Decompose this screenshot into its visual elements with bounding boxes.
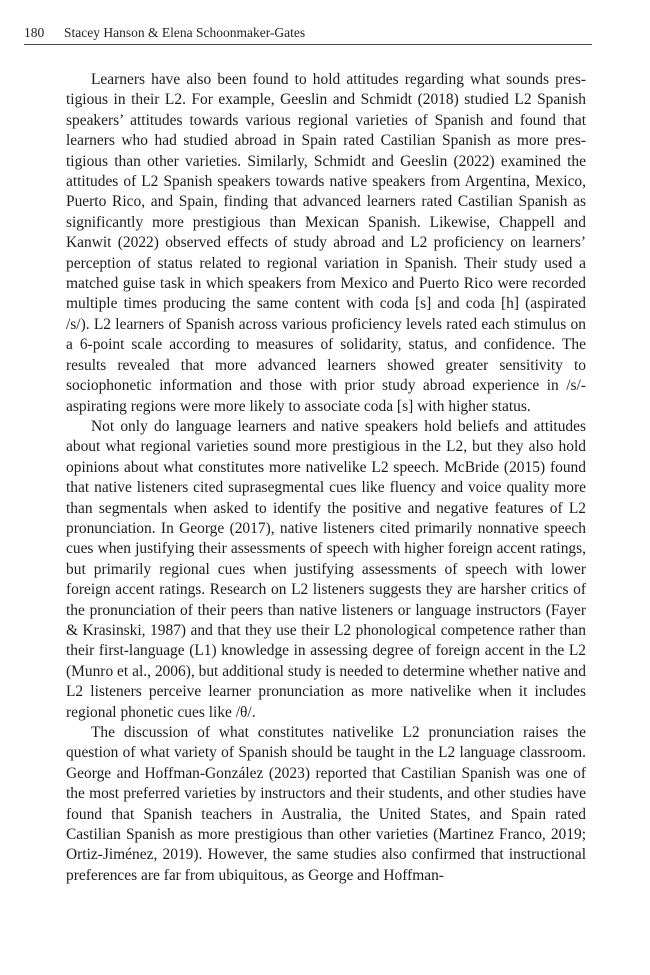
page-header: [24, 22, 592, 45]
paragraph-3: The discussion of what constitutes nativelike L2 pronunciation raises the question of what variety of Spanish should be taught in the L2 language classroom. George and Hoffman-González (2023) reported that Castilian Spanish was one of the most preferred varieties by instructors and their students, and other studies have found that Spanish teachers in Australia, the United States, and Spain rated Castilian Spanish as more prestigious than other varieties (Martinez Franco, 2019; Ortiz-Jiménez, 2019). However, the same studies also confirmed that instructional preferences are far from ubiquitous, as George and Hoffman-: [66, 724, 586, 884]
paragraph-1: Learners have also been found to hold attitudes regarding what sounds prestigious in their L2. For example, Geeslin and Schmidt (2018) studied L2 Spanish speakers’ attitudes towards various regional varieties of Spanish and found that learners who had studied abroad in Spain rated Castilian Spanish as more prestigious than other varieties. Similarly, Schmidt and Geeslin (2022) examined the attitudes of L2 Spanish speakers towards native speakers from Argentina, Mexico, Puerto Rico, and Spain, finding that advanced learners rated Castilian Spanish as significantly more prestigious than Mexican Spanish. Likewise, Chappell and Kanwit (2022) observed effects of study abroad and L2 proficiency on learners’ perception of status related to regional variation in Spanish. Their study used a matched guise task in which speakers from Mexico and Puerto Rico were recorded multiple times producing the same content with coda [s] and coda [h] (aspirated /s/). L2 learners of Spanish across various proficiency levels rated each stimulus on a 6-point scale according to measures of solidarity, status, and confidence. The results revealed that more advanced learners showed greater sensitivity to sociophonetic information and those with prior study abroad experience in /s/-aspirating regions were more likely to associate coda [s] with higher status.: [66, 71, 586, 415]
running-head: Stacey Hanson & Elena Schoonmaker-Gates: [64, 25, 306, 40]
page-number: 180: [24, 25, 45, 40]
paragraph-2: Not only do language learners and native speakers hold beliefs and attitudes about what regional varieties sound more prestigious in the L2, but they also hold opinions about what constitutes more nativelike L2 speech. McBride (2015) found that native listeners cited suprasegmental cues like fluency and voice quality more than segmentals when asked to identify the positive and negative features of L2 pronunciation. In George (2017), native listeners cited primarily nonnative speech cues when justifying their assessments of speech with higher foreign accent ratings, but primarily regional cues when justifying assessments of speech with lower foreign accent ratings. Research on L2 listeners suggests they are harsher critics of the pronunciation of their peers than native listeners or language instructors (Fayer & Krasinski, 1987) and that they use their L2 phonological competence rather than their first-language (L1) knowledge in assessing degree of foreign accent in the L2 (Munro et al., 2006), but additional study is needed to determine whether native and L2 listeners perceive learner pronunciation as more nativelike when it includes regional phonetic cues like /θ/.: [66, 417, 586, 721]
body-text: [66, 70, 586, 886]
